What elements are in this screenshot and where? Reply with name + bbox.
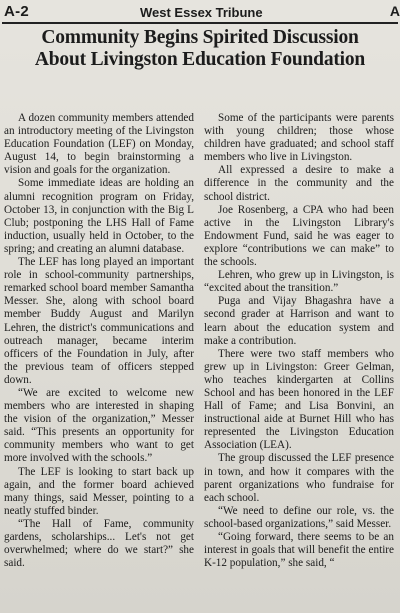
header-rule: [2, 22, 398, 24]
right-column: [204, 112, 394, 610]
paragraph: Some immediate ideas are holding an alumni recognition program on Friday, October 13, in conjunction with the Big L Club; postponing the LHS Hall of Fame induction, usually held in October, to the spring; and creating an alumni database.: [4, 177, 194, 255]
paragraph: “The Hall of Fame, community gardens, scholarships... Let's not get overwhelmed; where do we start?” she said.: [4, 517, 194, 570]
adjacent-page-edge: A: [389, 3, 400, 19]
paragraph: The LEF is looking to start back up again, and the former board achieved many things, said Messer, pointing to a neatly stuffed binder.: [4, 465, 194, 517]
page-number: A-2: [4, 3, 30, 20]
headline-line-2: About Livingston Education Foundation: [34, 49, 366, 70]
article-body: [4, 112, 394, 610]
paragraph: A dozen community members attended an introductory meeting of the Livingston Education Foundation (LEF) on Monday, August 14, to begin brainstorming a vision and goals for the organization.: [4, 112, 194, 177]
paragraph: All expressed a desire to make a difference in the community and the school district.: [204, 164, 394, 203]
article-headline: [0, 27, 400, 71]
paragraph: Joe Rosenberg, a CPA who had been active in the Livingston Library's Endowment Fund, said he was eager to explore “contributions we can make” to the schools.: [204, 203, 394, 269]
paragraph: Lehren, who grew up in Livingston, is “excited about the transition.”: [204, 269, 394, 295]
headline-line-1: Community Begins Spirited Discussion: [41, 27, 359, 48]
paragraph: “We are excited to welcome new members who are interested in shaping the vision of the organization,” Messer said. “This presents an opportunity for community members who want to get more involved with the schools.”: [4, 386, 194, 465]
paragraph: The group discussed the LEF presence in town, and how it compares with the parent organizations who fundraise for each school.: [204, 452, 394, 504]
newspaper-name: West Essex Tribune: [140, 5, 263, 20]
paragraph: There were two staff members who grew up in Livingston: Greer Gelman, who teaches kindergarten at Collins School and has been honored in the LEF Hall of Fame; and Lisa Bonvini, an instructional aide at Burnet Hill who has represented the Livingston Education Association (LEA).: [204, 347, 394, 452]
paragraph: “We need to define our role, vs. the school-based organizations,” said Messer.: [204, 504, 394, 530]
paragraph: Puga and Vijay Bhagashra have a second grader at Harrison and want to learn about the education system and make a contribution.: [204, 295, 394, 347]
paragraph: “Going forward, there seems to be an interest in goals that will benefit the entire K-12 population,” she said, “: [204, 531, 394, 570]
paragraph: Some of the participants were parents with young children; those whose children have graduated; and school staff members who live in Livingston.: [204, 112, 394, 164]
left-column: [4, 112, 194, 610]
paragraph: The LEF has long played an important role in school-community partnerships, remarked school board member Samantha Messer. She, along with school board member Buddy August and Marilyn Lehren, the district's communications and outreach manager, became interim officers of the Foundation in July, after the previous team of officers stepped down.: [4, 256, 194, 386]
